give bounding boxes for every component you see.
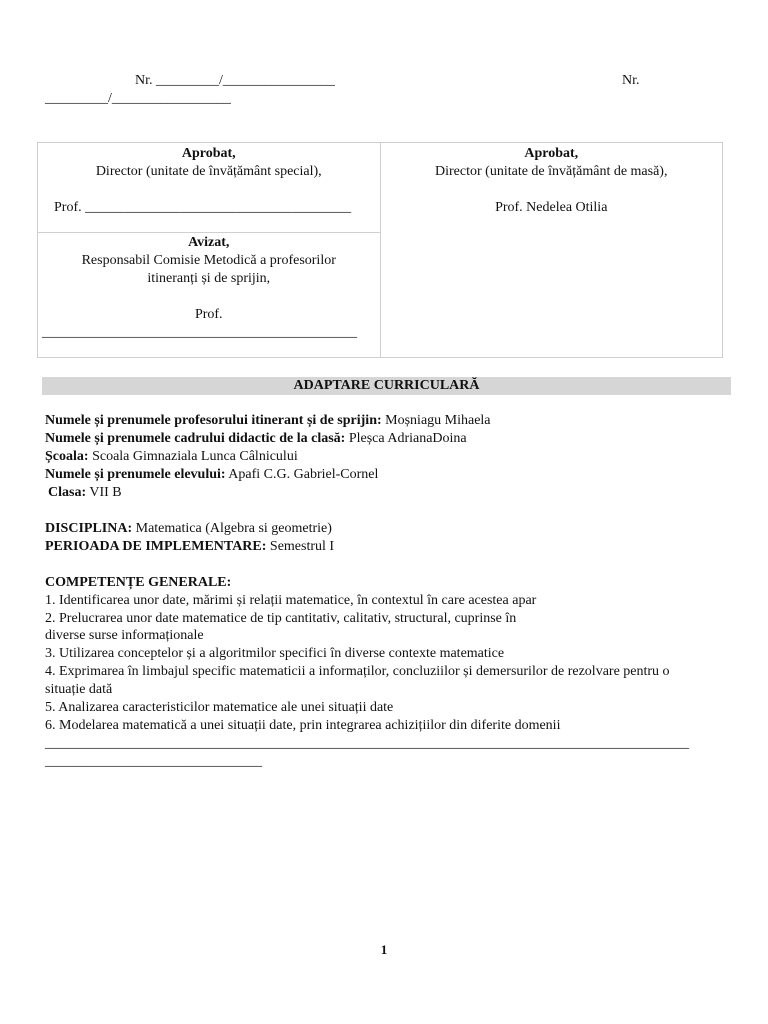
avizat-role-line2: itineranți și de sprijin, [147,271,271,286]
approval-mass-role: Director (unitate de învățământ de masă), [435,164,668,179]
itinerant-teacher-label: Numele și prenumele profesorului itinerant și de sprijin: [45,413,382,428]
registration-number-right-continuation: _________/_________________ [45,91,231,106]
class-line [48,484,122,502]
avizat-prof: Prof. [194,307,223,322]
competences-heading: COMPETENȚE GENERALE: [45,575,232,590]
competence-item: 6. Modelarea matematică a unei situații date, prin integrarea achizițiilor din diferite domenii [45,718,561,733]
school-label: Școala: [45,449,89,464]
class-teacher-line [45,430,467,448]
avizat-prof-line: _____________________________________________ [42,325,357,340]
class-value: VII B [86,485,122,500]
document-title: ADAPTARE CURRICULARĂ [42,377,731,395]
period-value: Semestrul I [266,539,335,554]
school-value: Scoala Gimnaziala Lunca Câlnicului [88,449,298,464]
competence-item: situație dată [45,682,113,697]
approval-mass-heading: Aprobat, [524,146,579,161]
avizat-cell [38,233,381,358]
avizat-heading: Avizat, [188,235,230,250]
itinerant-teacher-line [45,412,491,430]
discipline-line [45,520,332,538]
approval-mass-prof: Prof. Nedelea Otilia [495,200,608,215]
competence-item: diverse surse informaționale [45,628,204,643]
competence-item: 5. Analizarea caracteristicilor matematice ale unei situații date [45,700,394,715]
approval-special-heading: Aprobat, [181,146,236,161]
student-label: Numele și prenumele elevului: [45,467,226,482]
approval-special-role: Director (unitate de învățământ special), [95,164,322,179]
class-teacher-value: Pleșca AdrianaDoina [345,431,467,446]
discipline-value: Matematica (Algebra si geometrie) [132,521,332,536]
period-label: PERIOADA DE IMPLEMENTARE: [45,539,267,554]
student-value: Apafi C.G. Gabriel-Cornel [225,467,379,482]
approval-table [37,142,723,358]
approval-special-cell [38,143,381,233]
competence-item: 4. Exprimarea în limbajul specific matematicii a informaților, concluziilor și demersurilor de rezolvare pentru o [45,664,670,679]
approval-special-prof: Prof. ______________________________________ [54,200,352,215]
discipline-label: DISCIPLINA: [45,521,133,536]
avizat-role-line1: Responsabil Comisie Metodică a profesorilor [81,253,336,268]
period-line [45,538,334,556]
itinerant-teacher-value: Moșniagu Mihaela [381,413,491,428]
registration-number-right: Nr. [622,73,640,88]
school-line [45,448,298,466]
student-line [45,466,378,484]
blank-rule-line: ____________________________________________________________________________________________ [45,736,689,751]
competence-item: 1. Identificarea unor date, mărimi și relații matematice, în contextul în care acestea apar [45,593,537,608]
competence-item: 3. Utilizarea conceptelor și a algoritmilor specifici în diverse contexte matematice [45,646,505,661]
blank-rule-line: _______________________________ [45,754,262,769]
page-number: 1 [380,942,388,957]
class-teacher-label: Numele și prenumele cadrului didactic de la clasă: [45,431,346,446]
competence-item: 2. Prelucrarea unor date matematice de tip cantitativ, calitativ, structural, cuprinse în [45,611,517,626]
registration-number-left: Nr. _________/________________ [135,73,335,88]
approval-mass-cell [380,143,723,358]
class-label: Clasa: [48,485,87,500]
